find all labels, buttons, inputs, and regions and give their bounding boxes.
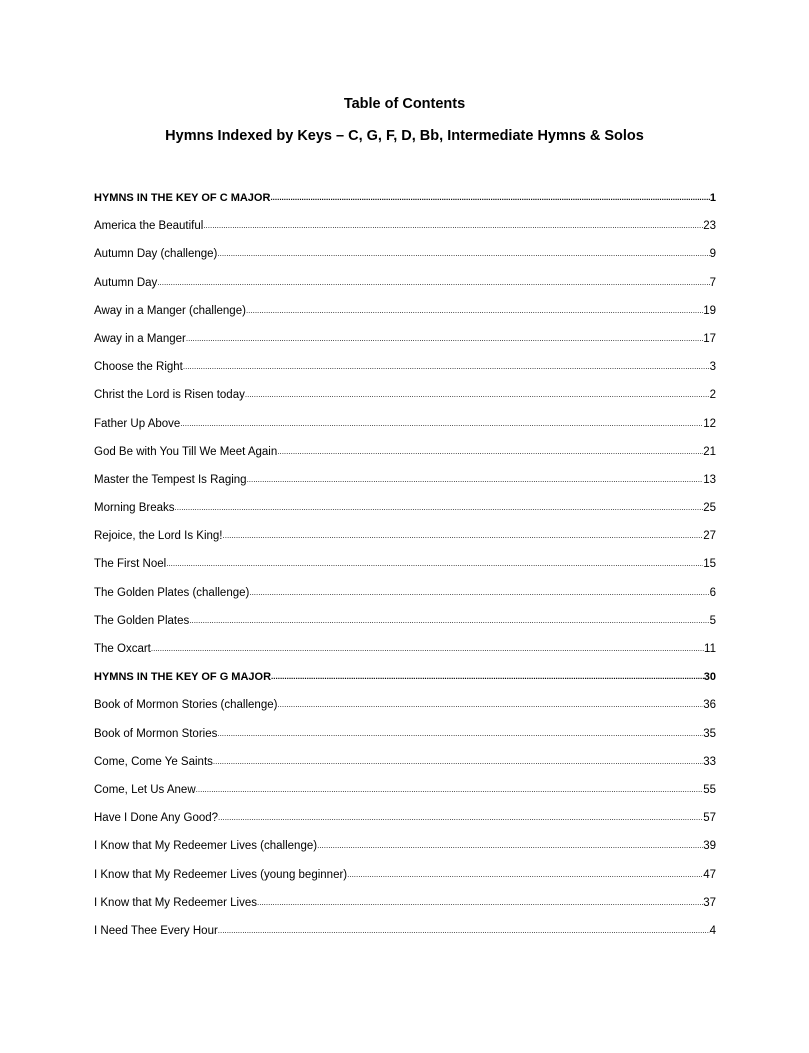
toc-entry[interactable] bbox=[94, 386, 716, 414]
document-subtitle: Hymns Indexed by Keys – C, G, F, D, Bb, Intermediate Hymns & Solos bbox=[165, 128, 644, 144]
toc-entry[interactable] bbox=[94, 415, 716, 443]
toc-entry[interactable] bbox=[94, 302, 716, 330]
toc-entry-title: Away in a Manger bbox=[94, 332, 186, 345]
toc-entry[interactable] bbox=[94, 922, 716, 950]
toc-entry-title: Away in a Manger (challenge) bbox=[94, 304, 246, 317]
toc-entry-title: God Be with You Till We Meet Again bbox=[94, 445, 278, 458]
toc-entry[interactable] bbox=[94, 809, 716, 837]
toc-entry-title: Have I Done Any Good? bbox=[94, 812, 219, 825]
toc-entry-page-number: 3 bbox=[709, 361, 716, 374]
dot-leader bbox=[217, 725, 703, 743]
toc-entry[interactable] bbox=[94, 612, 716, 640]
dot-leader bbox=[189, 612, 709, 630]
dot-leader bbox=[218, 922, 710, 940]
toc-entry-title: Christ the Lord is Risen today bbox=[94, 389, 245, 402]
toc-entry-page-number: 4 bbox=[709, 924, 716, 937]
toc-entry-page-number: 12 bbox=[703, 417, 716, 430]
dot-leader bbox=[245, 386, 710, 404]
toc-entry[interactable] bbox=[94, 471, 716, 499]
toc-entry-title: The Oxcart bbox=[94, 643, 151, 655]
dot-leader bbox=[151, 640, 704, 658]
toc-entry-title: Master the Tempest Is Raging bbox=[94, 473, 247, 486]
toc-entry-page-number: 9 bbox=[709, 248, 716, 261]
toc-entry-title: Book of Mormon Stories bbox=[94, 727, 218, 740]
toc-entry-page-number: 21 bbox=[703, 445, 716, 458]
toc-entry-page-number: 2 bbox=[709, 389, 716, 402]
toc-entry[interactable] bbox=[94, 274, 716, 302]
dot-leader bbox=[217, 245, 709, 263]
toc-entry-page-number: 17 bbox=[703, 332, 716, 345]
toc-entry-page-number: 30 bbox=[703, 671, 716, 684]
dot-leader bbox=[196, 781, 704, 799]
toc-entry[interactable] bbox=[94, 894, 716, 922]
toc-entry[interactable] bbox=[94, 753, 716, 781]
dot-leader bbox=[183, 358, 710, 376]
toc-entry[interactable] bbox=[94, 866, 716, 894]
toc-entry[interactable] bbox=[94, 443, 716, 471]
toc-entry-page-number: 27 bbox=[703, 530, 716, 543]
toc-entry-page-number: 36 bbox=[703, 699, 716, 712]
toc-entry-page-number: 15 bbox=[703, 558, 716, 571]
dot-leader bbox=[218, 809, 703, 827]
toc-entry-title: Morning Breaks bbox=[94, 502, 175, 515]
toc-entry-title: I Need Thee Every Hour bbox=[94, 924, 218, 937]
toc-entry[interactable] bbox=[94, 358, 716, 386]
toc-entry-title: I Know that My Redeemer Lives (challenge) bbox=[94, 840, 318, 853]
toc-entry-page-number: 47 bbox=[703, 868, 716, 881]
toc-entry-title: The First Noel bbox=[94, 558, 167, 571]
toc-entry-page-number: 13 bbox=[703, 473, 716, 486]
toc-entry-title: I Know that My Redeemer Lives (young beginner) bbox=[94, 868, 348, 881]
toc-entry-title: Choose the Right bbox=[94, 361, 183, 374]
toc-entry-page-number: 23 bbox=[703, 220, 716, 233]
toc-entry[interactable] bbox=[94, 527, 716, 555]
document-title: Table of Contents bbox=[343, 96, 466, 112]
dot-leader bbox=[157, 274, 709, 292]
toc-entry-page-number: 33 bbox=[703, 755, 716, 768]
toc-entry-page-number: 37 bbox=[703, 896, 716, 909]
toc-entry-title: Come, Let Us Anew bbox=[94, 783, 196, 796]
toc-entry-title: Autumn Day (challenge) bbox=[94, 248, 218, 261]
toc-entry-page-number: 1 bbox=[709, 192, 716, 204]
toc-entry-title: Rejoice, the Lord Is King! bbox=[94, 530, 223, 543]
toc-entry-title: Come, Come Ye Saints bbox=[94, 755, 213, 768]
dot-leader bbox=[246, 302, 703, 320]
toc-entry-title: I Know that My Redeemer Lives bbox=[94, 896, 257, 909]
toc-entry[interactable] bbox=[94, 245, 716, 273]
dot-leader bbox=[166, 555, 703, 573]
dot-leader bbox=[180, 415, 703, 433]
toc-entry-title: Autumn Day bbox=[94, 276, 158, 289]
dot-leader bbox=[249, 584, 709, 602]
toc-entry-title: HYMNS IN THE KEY OF G MAJOR bbox=[94, 671, 272, 684]
toc-entry-page-number: 35 bbox=[703, 727, 716, 740]
toc-entry-page-number: 19 bbox=[703, 304, 716, 317]
toc-entry[interactable] bbox=[94, 640, 716, 668]
toc-entry-title: The Golden Plates bbox=[94, 614, 190, 627]
dot-leader bbox=[270, 189, 709, 207]
dot-leader bbox=[257, 894, 703, 912]
dot-leader bbox=[271, 668, 704, 686]
dot-leader bbox=[277, 696, 703, 714]
dot-leader bbox=[347, 866, 703, 884]
toc-entry-page-number: 55 bbox=[703, 783, 716, 796]
toc-entry-page-number: 5 bbox=[709, 614, 716, 627]
toc-entry[interactable] bbox=[94, 725, 716, 753]
toc-entry[interactable] bbox=[94, 217, 716, 245]
toc-entry-page-number: 11 bbox=[704, 643, 716, 655]
toc-entry-title: America the Beautiful bbox=[94, 220, 204, 233]
toc-section-heading[interactable] bbox=[94, 668, 716, 696]
toc-entry[interactable] bbox=[94, 330, 716, 358]
dot-leader bbox=[277, 443, 703, 461]
dot-leader bbox=[203, 217, 703, 235]
toc-entry-title: The Golden Plates (challenge) bbox=[94, 586, 250, 599]
dot-leader bbox=[213, 753, 703, 771]
table-of-contents bbox=[94, 189, 716, 950]
toc-entry[interactable] bbox=[94, 499, 716, 527]
toc-entry[interactable] bbox=[94, 584, 716, 612]
toc-entry-page-number: 7 bbox=[709, 276, 716, 289]
toc-entry[interactable] bbox=[94, 781, 716, 809]
toc-section-heading[interactable] bbox=[94, 189, 716, 217]
toc-entry-page-number: 25 bbox=[703, 502, 716, 515]
dot-leader bbox=[247, 471, 704, 489]
dot-leader bbox=[175, 499, 704, 517]
dot-leader bbox=[186, 330, 703, 348]
toc-entry-title: Book of Mormon Stories (challenge) bbox=[94, 699, 278, 712]
toc-entry-title: HYMNS IN THE KEY OF C MAJOR bbox=[94, 192, 271, 204]
dot-leader bbox=[223, 527, 704, 545]
toc-entry-page-number: 6 bbox=[709, 586, 716, 599]
toc-entry-page-number: 57 bbox=[703, 812, 716, 825]
toc-entry-page-number: 39 bbox=[703, 840, 716, 853]
toc-entry-title: Father Up Above bbox=[94, 417, 181, 430]
toc-entry[interactable] bbox=[94, 555, 716, 583]
toc-entry[interactable] bbox=[94, 837, 716, 865]
toc-entry[interactable] bbox=[94, 696, 716, 724]
dot-leader bbox=[317, 837, 703, 855]
